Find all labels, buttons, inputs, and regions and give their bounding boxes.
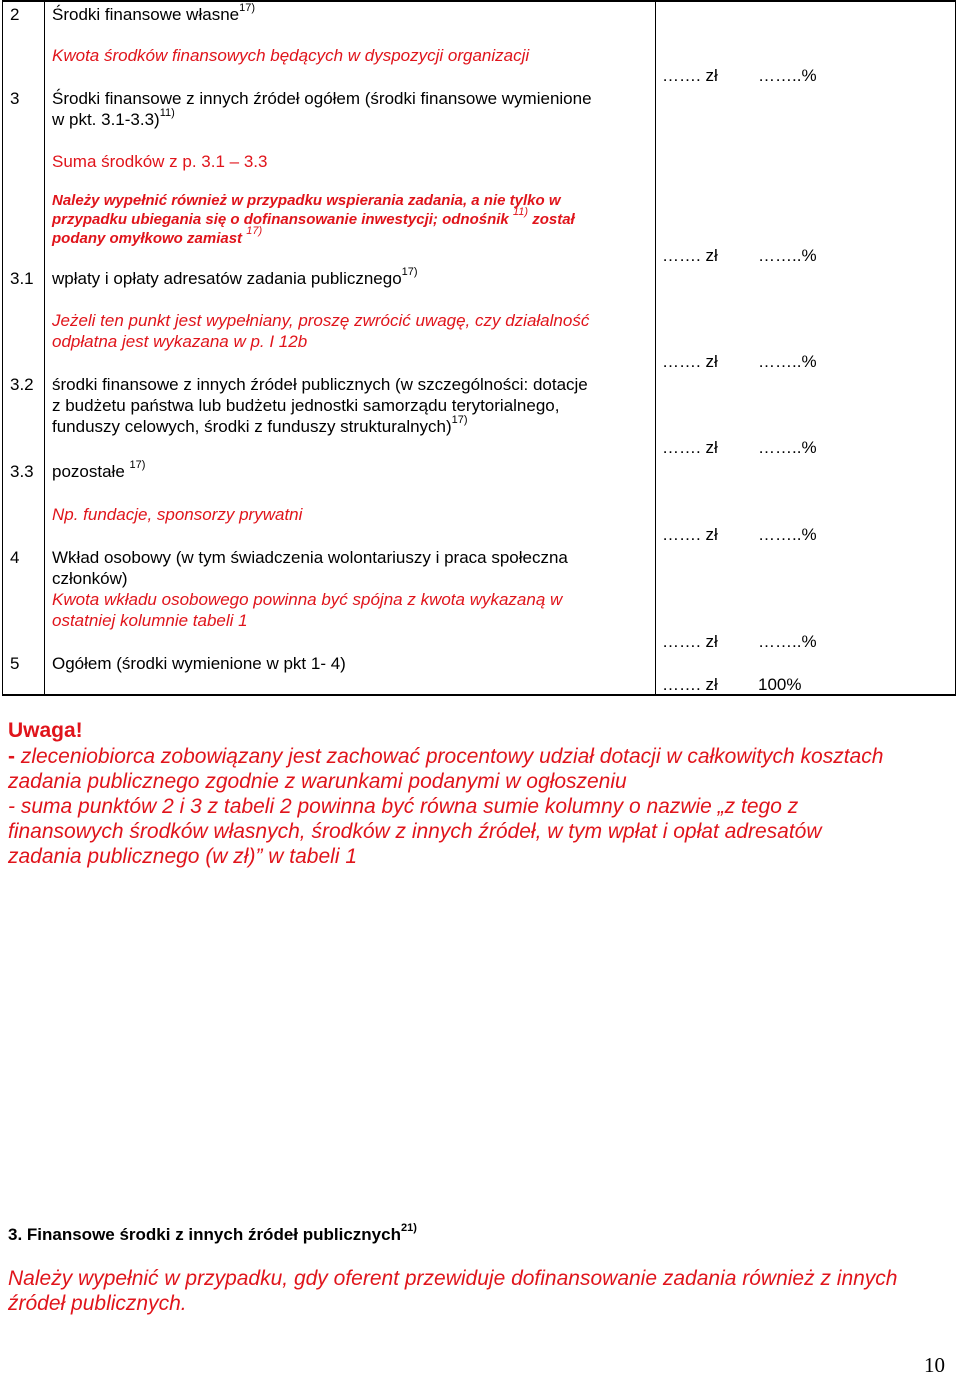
- row-3-footnote: 11): [159, 107, 175, 119]
- row-3-2-number: 3.2: [10, 375, 34, 394]
- row-3-2-label-line1: środki finansowe z innych źródeł publicznych (w szczególności: dotacje: [52, 375, 588, 394]
- row-3-percent: ……..%: [758, 246, 817, 265]
- row-3-1-note-line2: odpłatna jest wykazana w p. I 12b: [52, 332, 308, 351]
- warning-line4: finansowych środków własnych, środków z innych źródeł, w tym wpłat i opłat adresatów: [8, 820, 822, 843]
- row-3-bold-note-sup2: 17): [246, 225, 263, 237]
- row-3-2-label-line2: z budżetu państwa lub budżetu jednostki samorządu terytorialnego,: [52, 396, 560, 415]
- row-3-3-label-text: pozostałe: [52, 462, 125, 481]
- row-3-note: Suma środków z p. 3.1 – 3.3: [52, 152, 268, 171]
- row-2-note: Kwota środków finansowych będących w dyspozycji organizacji: [52, 46, 530, 65]
- section-3-note-line2: źródeł publicznych.: [8, 1292, 187, 1315]
- row-3-label-line2-text: w pkt. 3.1-3.3): [52, 110, 160, 129]
- row-3-amount: ……. zł: [662, 246, 718, 265]
- warning-line1-dash: -: [8, 745, 21, 768]
- row-5-amount: ……. zł: [662, 675, 718, 694]
- row-4-note-line1: Kwota wkładu osobowego powinna być spójna z kwota wykazaną w: [52, 590, 563, 609]
- row-3-3-note: Np. fundacje, sponsorzy prywatni: [52, 505, 303, 524]
- row-3-2-percent: ……..%: [758, 438, 817, 457]
- row-3-1-label: [52, 268, 418, 289]
- row-3-number: 3: [10, 89, 20, 108]
- warning-line2: zadania publicznego zgodnie z warunkami podanymi w ogłoszeniu: [8, 770, 627, 793]
- row-3-2-label-line3: [52, 416, 468, 437]
- row-3-1-label-text: wpłaty i opłaty adresatów zadania publicznego: [52, 269, 402, 288]
- row-3-bold-note-line1: Należy wypełnić również w przypadku wspierania zadania, a nie tylko w: [52, 192, 561, 209]
- row-3-2-label-line3-text: funduszy celowych, środki z funduszy strukturalnych): [52, 417, 452, 436]
- row-2-label-text: Środki finansowe własne: [52, 5, 240, 24]
- row-4-percent: ……..%: [758, 632, 817, 651]
- row-3-bold-note-line3: [52, 225, 263, 248]
- row-3-3-label: [52, 461, 145, 482]
- table-border-right: [955, 0, 956, 696]
- row-2-amount: ……. zł: [662, 66, 718, 85]
- row-4-note-line2: ostatniej kolumnie tabeli 1: [52, 611, 248, 630]
- section-3-heading: [8, 1222, 417, 1245]
- row-3-1-footnote: 17): [401, 266, 418, 278]
- row-3-bold-note-line3-text: podany omyłkowo zamiast: [52, 230, 243, 247]
- table-border-bottom: [2, 694, 955, 696]
- row-3-1-note-line1: Jeżeli ten punkt jest wypełniany, proszę zwrócić uwagę, czy działalność: [52, 311, 590, 330]
- row-2-label: [52, 4, 255, 25]
- row-4-amount: ……. zł: [662, 632, 718, 651]
- row-3-bold-note-line2: [52, 206, 575, 229]
- warning-line5: zadania publicznego (w zł)” w tabeli 1: [8, 845, 358, 868]
- warning-line1-text: zleceniobiorca zobowiązany jest zachować procentowy udział dotacji w całkowitych kosztach: [20, 745, 884, 768]
- table-border-top: [2, 0, 955, 2]
- row-5-number: 5: [10, 654, 20, 673]
- row-3-3-footnote: 17): [129, 459, 146, 471]
- row-3-1-amount: ……. zł: [662, 352, 718, 371]
- table-col-divider-amount: [655, 0, 656, 696]
- row-3-2-footnote: 17): [451, 414, 468, 426]
- row-2-number: 2: [10, 5, 20, 24]
- row-3-bold-note-sup1: 11): [512, 206, 529, 218]
- row-5-percent: 100%: [758, 675, 802, 694]
- row-3-bold-note-line2b: został: [532, 211, 575, 228]
- row-4-label-line2: członków): [52, 569, 128, 588]
- row-4-label-line1: Wkład osobowy (w tym świadczenia wolontariuszy i praca społeczna: [52, 548, 568, 567]
- table-col-divider-num: [44, 0, 45, 696]
- row-2-percent: ……..%: [758, 66, 817, 85]
- row-3-bold-note-line2a: przypadku ubiegania się o dofinansowanie inwestycji; odnośnik: [52, 211, 509, 228]
- row-3-label-line2: [52, 109, 175, 130]
- section-3-note-line1: Należy wypełnić w przypadku, gdy oferent przewiduje dofinansowanie zadania również z innych: [8, 1267, 898, 1290]
- row-3-3-percent: ……..%: [758, 525, 817, 544]
- table-border-left: [2, 0, 3, 696]
- row-5-label: Ogółem (środki wymienione w pkt 1- 4): [52, 654, 346, 673]
- row-3-1-percent: ……..%: [758, 352, 817, 371]
- section-3-heading-text: 3. Finansowe środki z innych źródeł publicznych: [8, 1225, 401, 1244]
- row-3-3-amount: ……. zł: [662, 525, 718, 544]
- warning-line1: [8, 744, 883, 769]
- section-3-footnote: 21): [400, 1222, 417, 1234]
- row-3-1-number: 3.1: [10, 269, 34, 288]
- row-3-label-line1: Środki finansowe z innych źródeł ogółem (środki finansowe wymienione: [52, 89, 592, 108]
- warning-title: Uwaga!: [8, 719, 83, 742]
- row-3-2-amount: ……. zł: [662, 438, 718, 457]
- row-4-number: 4: [10, 548, 20, 567]
- row-3-3-number: 3.3: [10, 462, 34, 481]
- warning-line3: - suma punktów 2 i 3 z tabeli 2 powinna być równa sumie kolumny o nazwie „z tego z: [8, 795, 799, 818]
- page-number: 10: [924, 1353, 945, 1377]
- row-2-footnote: 17): [239, 2, 256, 14]
